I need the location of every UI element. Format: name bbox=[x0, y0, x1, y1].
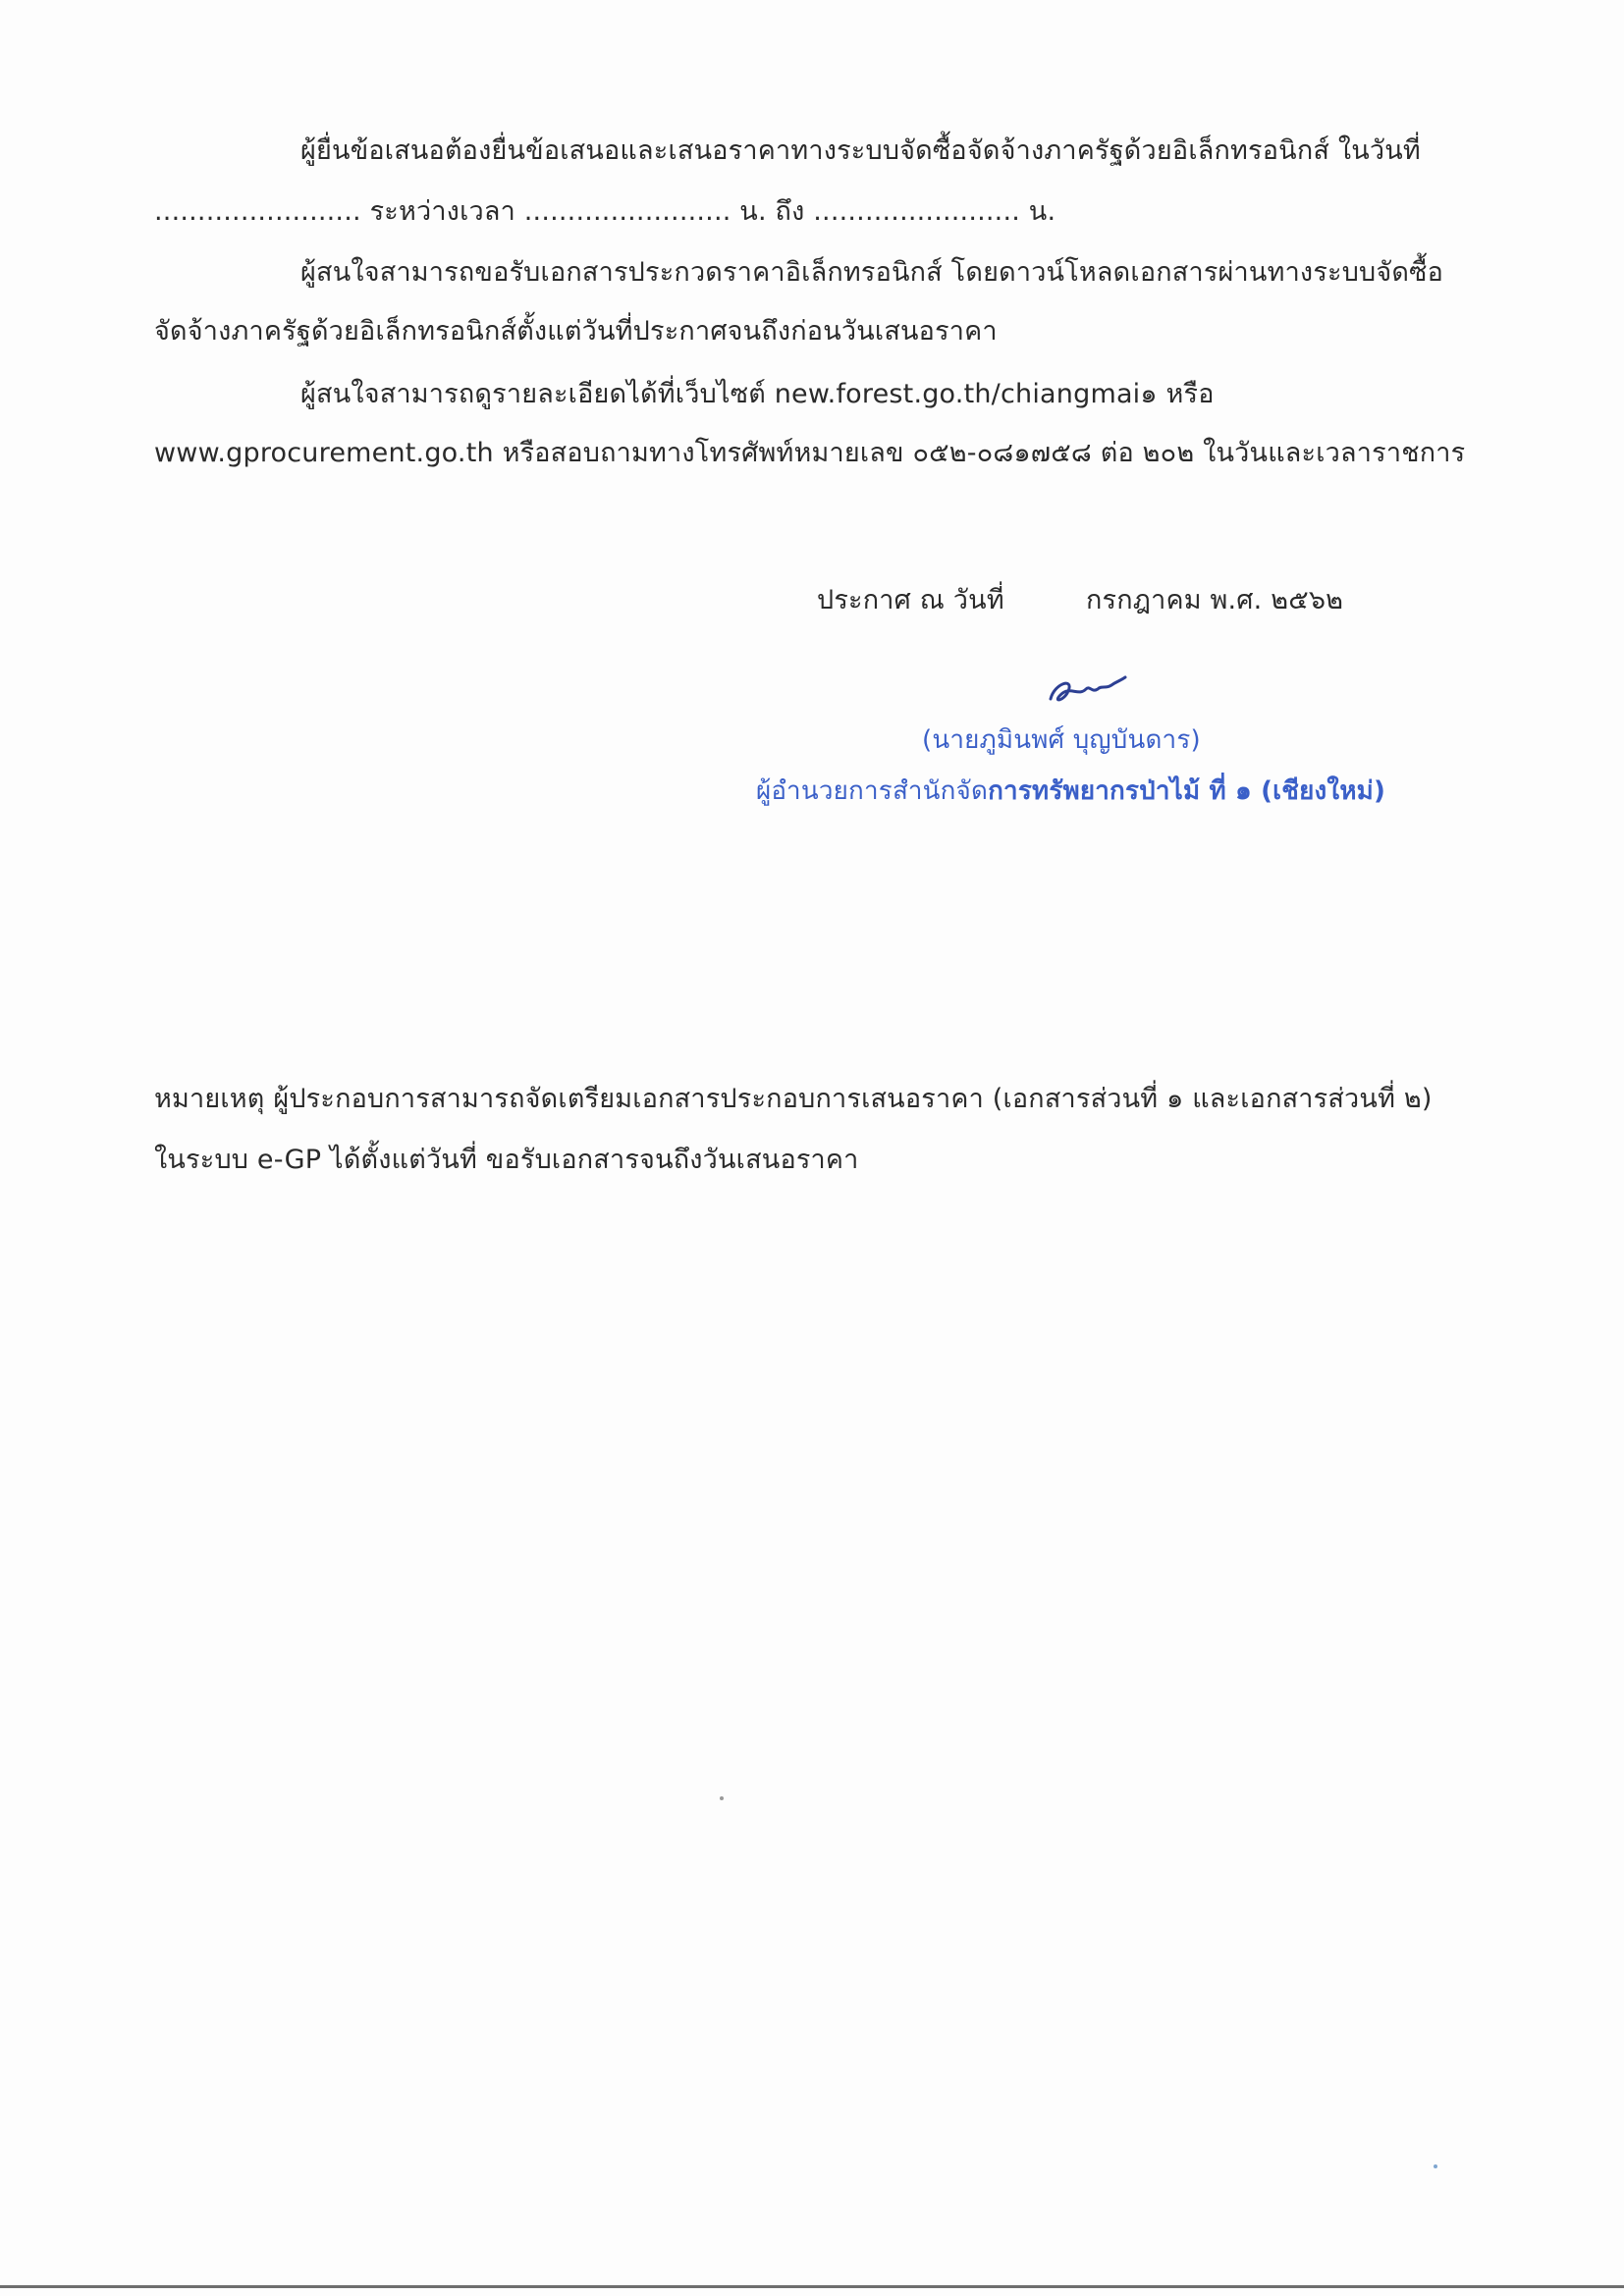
signatory-position bbox=[756, 772, 1385, 811]
paragraph-2-line-1: ผู้สนใจสามารถขอรับเอกสารประกวดราคาอิเล็กทรอนิกส์ โดยดาวน์โหลดเอกสารผ่านทางระบบจัดซื้อ bbox=[300, 257, 1444, 288]
paragraph-3-line-1: ผู้สนใจสามารถดูรายละเอียดได้ที่เว็บไซต์ new.forest.go.th/chiangmai๑ หรือ bbox=[300, 379, 1215, 409]
note-line-2: ในระบบ e-GP ได้ตั้งแต่วันที่ ขอรับเอกสารจนถึงวันเสนอราคา bbox=[154, 1145, 859, 1175]
announcement-label: ประกาศ ณ วันที่ bbox=[817, 585, 1004, 615]
paragraph-3-line-2: www.gprocurement.go.th หรือสอบถามทางโทรศัพท์หมายเลข ๐๕๒-๐๘๑๗๕๘ ต่อ ๒๐๒ ในวันและเวลาราชการ bbox=[154, 438, 1466, 468]
note-line-1: หมายเหตุ ผู้ประกอบการสามารถจัดเตรียมเอกสารประกอบการเสนอราคา (เอกสารส่วนที่ ๑ และเอกสารส่วนที่ ๒) bbox=[154, 1084, 1433, 1114]
paragraph-1-line-1: ผู้ยื่นข้อเสนอต้องยื่นข้อเสนอและเสนอราคาทางระบบจัดซื้อจัดจ้างภาครัฐด้วยอิเล็กทรอนิกส์ ในวันที่ bbox=[300, 135, 1421, 166]
handwritten-signature bbox=[1041, 664, 1129, 713]
signatory-name: (นายภูมินพศ์ บุญบันดาร) bbox=[922, 725, 1201, 755]
paragraph-2-line-2: จัดจ้างภาครัฐด้วยอิเล็กทรอนิกส์ตั้งแต่วันที่ประกาศจนถึงก่อนวันเสนอราคา bbox=[154, 316, 998, 347]
paragraph-1-line-2: ........................ ระหว่างเวลา ........................ น. ถึง ........................ น. bbox=[154, 196, 1056, 227]
announcement-date: กรกฎาคม พ.ศ. ๒๕๖๒ bbox=[1086, 585, 1344, 615]
scan-speck bbox=[1434, 2164, 1437, 2168]
signatory-position-prefix: ผู้อำนวยการสำนักจัด bbox=[756, 776, 989, 806]
scan-speck bbox=[720, 1796, 724, 1800]
signatory-position-suffix: การทรัพยากรป่าไม้ ที่ ๑ (เชียงใหม่) bbox=[988, 776, 1386, 806]
scan-bottom-edge bbox=[0, 2285, 1624, 2288]
